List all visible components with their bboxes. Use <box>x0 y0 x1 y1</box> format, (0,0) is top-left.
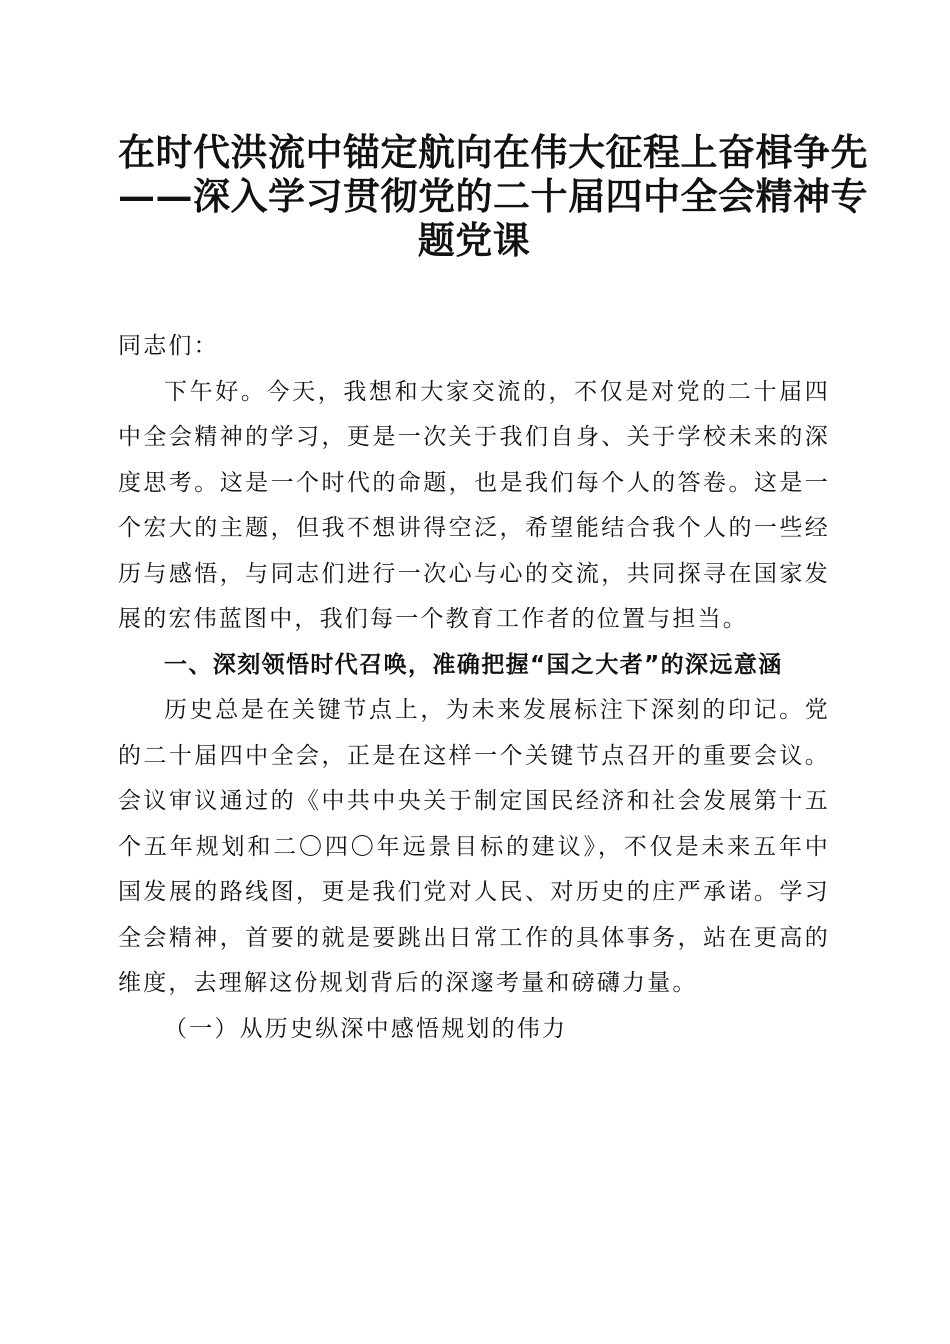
salutation: 同志们： <box>118 333 219 359</box>
document-page <box>118 130 868 1052</box>
intro-paragraph: 下午好。今天，我想和大家交流的，不仅是对党的二十届四中全会精神的学习，更是一次关于我们自身、关于学校未来的深度思考。这是一个时代的命题，也是我们每个人的答卷。这是一个宏大的主题，但我不想讲得空泛，希望能结合我个人的一些经历与感悟，与同志们进行一次心与心的交流，共同探寻在国家发展的宏伟蓝图中，我们每一个教育工作者的位置与担当。 <box>118 378 830 632</box>
document-body <box>118 324 830 1052</box>
document-title <box>118 130 868 262</box>
subsection-1-heading: （一）从历史纵深中感悟规划的伟力 <box>164 1015 568 1042</box>
section-1-paragraph: 历史总是在关键节点上，为未来发展标注下深刻的印记。党的二十届四中全会，正是在这样一个关键节点召开的重要会议。会议审议通过的《中共中央关于制定国民经济和社会发展第十五个五年规划和二〇四〇年远景目标的建议》，不仅是未来五年中国发展的路线图，更是我们党对人民、对历史的庄严承诺。学习全会精神，首要的就是要跳出日常工作的具体事务，站在更高的维度，去理解这份规划背后的深邃考量和磅礴力量。 <box>118 697 830 996</box>
section-1-heading: 一、深刻领悟时代召唤，准确把握“国之大者”的深远意涵 <box>164 651 783 678</box>
title-line-2: ——深入学习贯彻党的二十届四中全会精神专 <box>118 174 868 218</box>
title-line-3: 题党课 <box>417 218 531 262</box>
title-line-1: 在时代洪流中锚定航向在伟大征程上奋楫争先 <box>118 130 868 174</box>
